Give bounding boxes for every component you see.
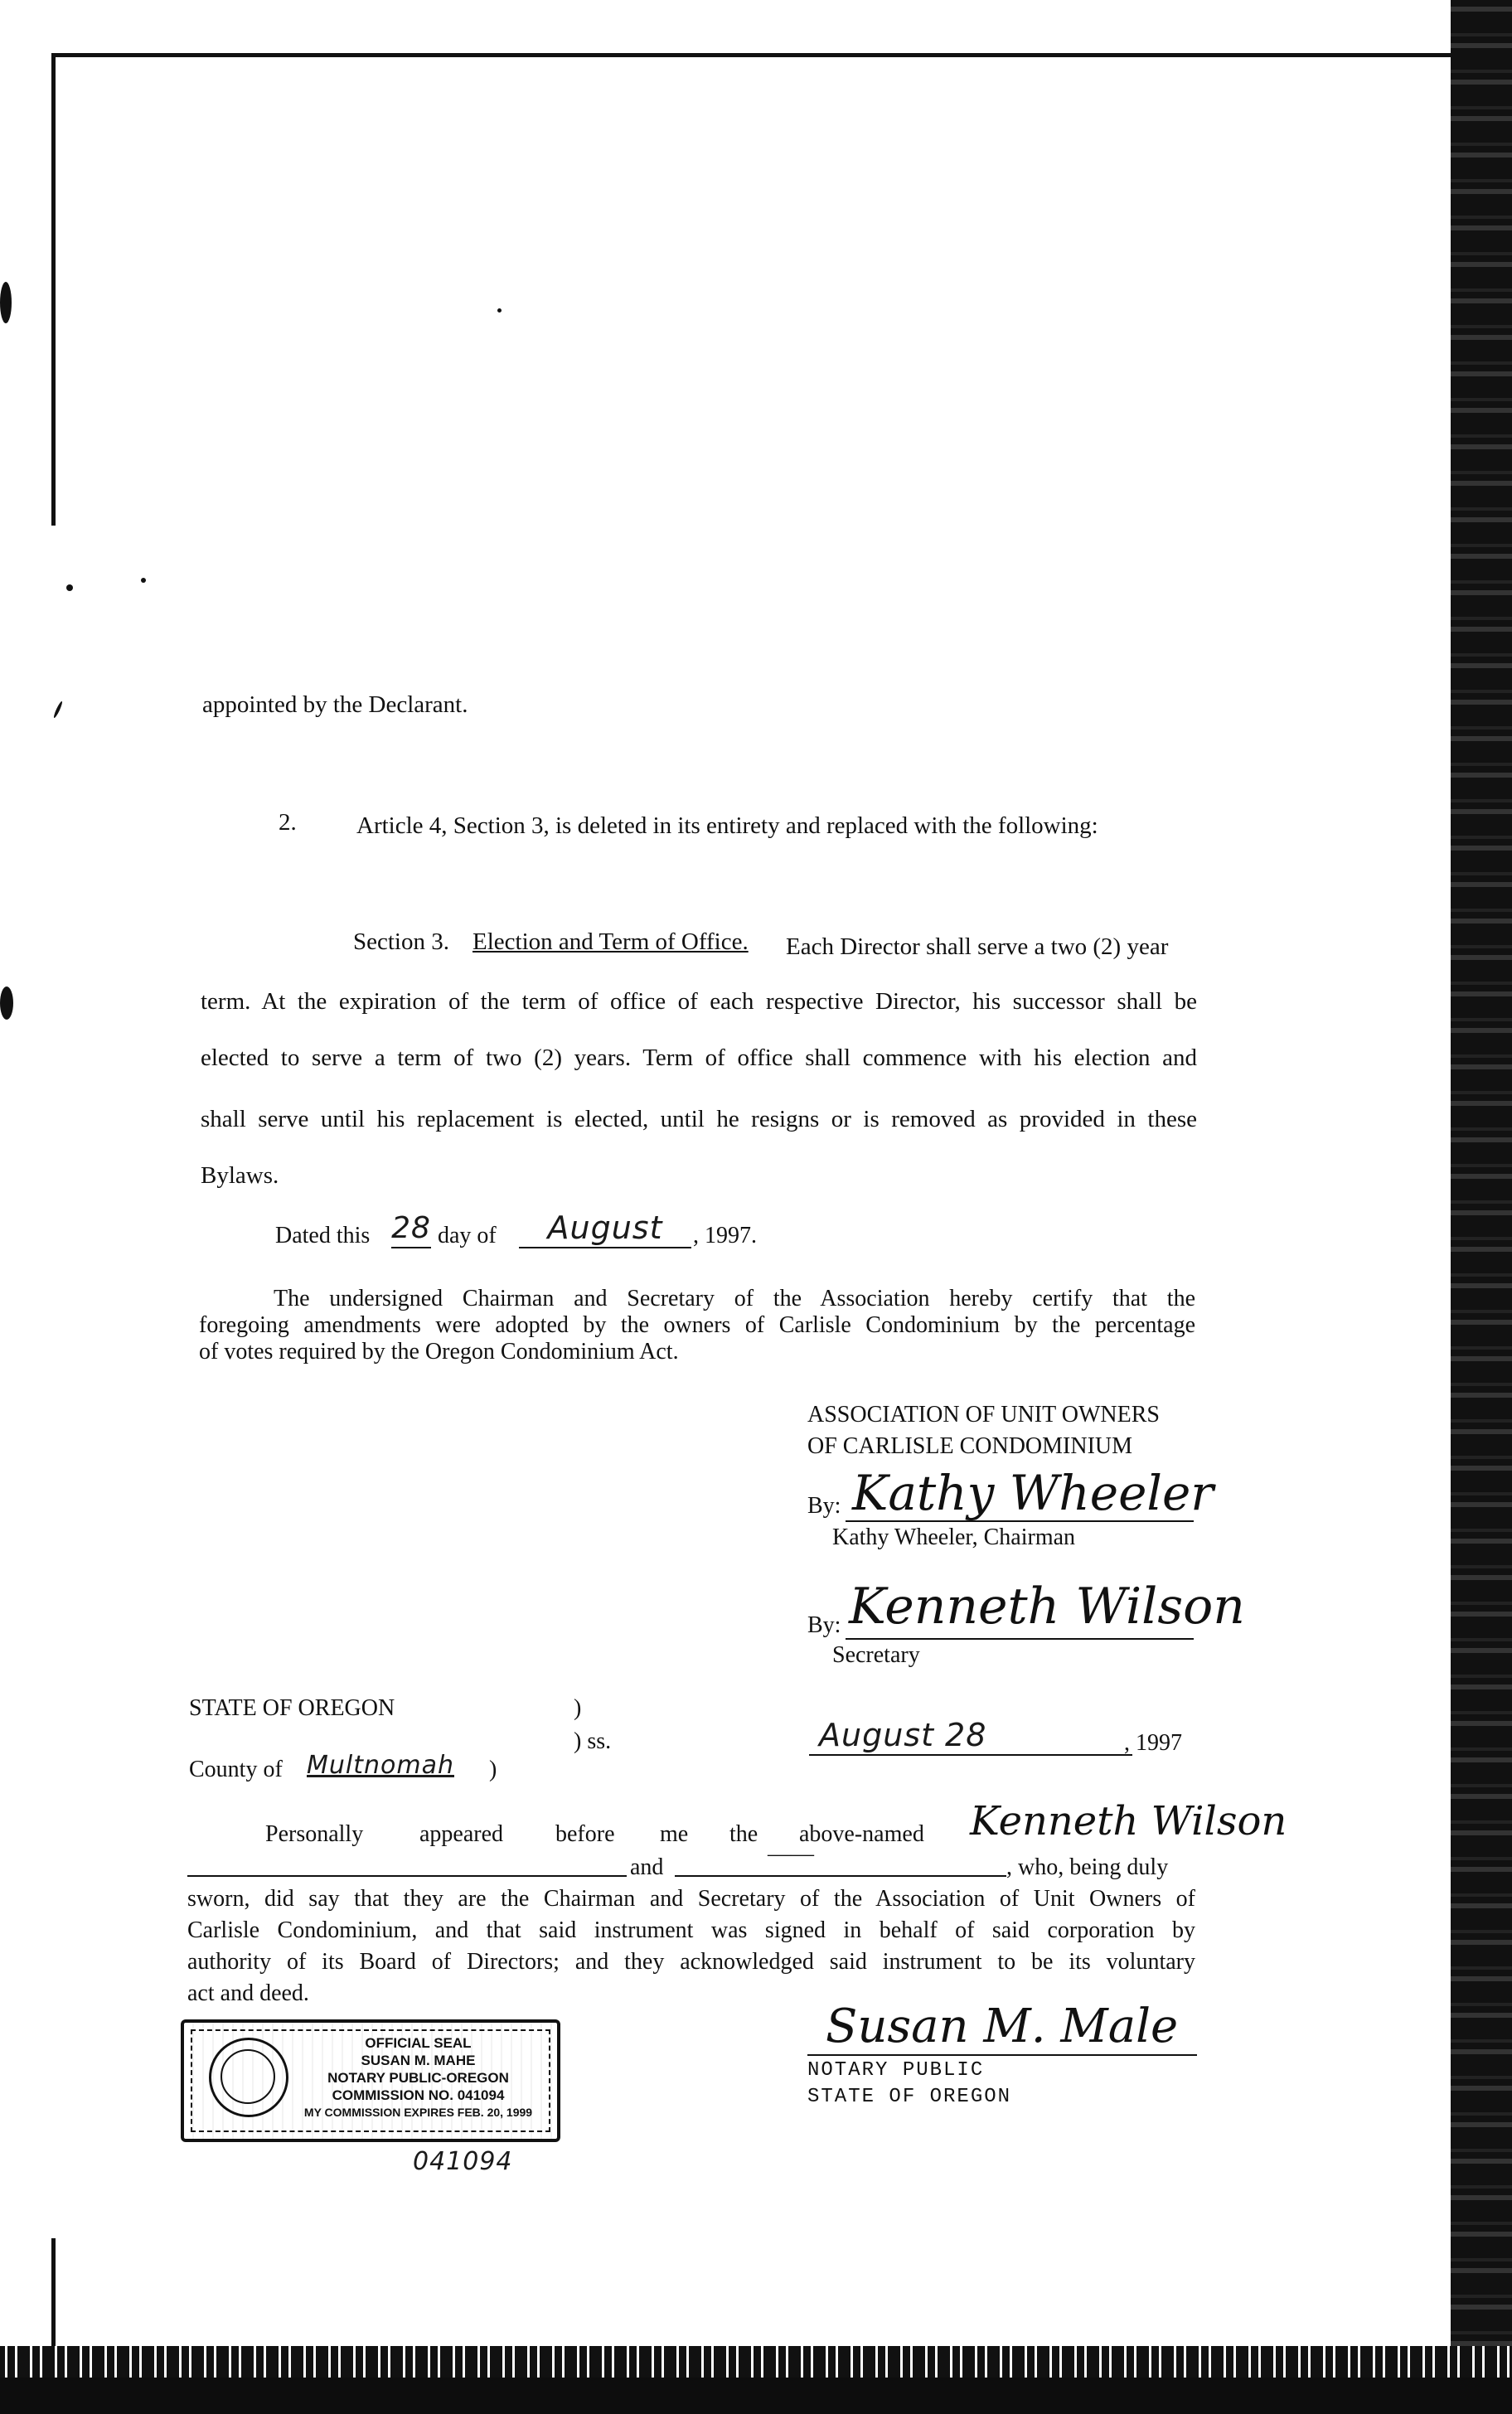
scan-speck: [497, 308, 502, 313]
stamp-line: SUSAN M. MAHE: [361, 2053, 476, 2068]
personally-word: above-named: [799, 1821, 924, 1847]
and-word: and: [630, 1854, 664, 1880]
signature-line: [846, 1638, 1194, 1640]
section-text-line: Bylaws.: [201, 1162, 279, 1189]
stamp-text: [292, 2034, 545, 2121]
section-text-line: elected to serve a term of two (2) years. Term of office shall commence with his election and: [201, 1045, 1197, 1071]
secretary-signature: Kenneth Wilson: [849, 1578, 1245, 1636]
state-label: STATE OF OREGON: [189, 1695, 395, 1721]
notary-seal-stamp: [181, 2019, 560, 2142]
personally-word: before: [555, 1821, 615, 1847]
notary-body-line: Carlisle Condominium, and that said instrument was signed in behalf of said corporation by: [187, 1917, 1195, 1943]
notary-body-line: authority of its Board of Directors; and they acknowledged said instrument to be its voluntary: [187, 1949, 1195, 1975]
page-border-left: [51, 53, 56, 526]
county-paren: ): [489, 1757, 497, 1782]
page-border-top: [51, 53, 1452, 57]
dated-prefix: Dated this: [275, 1223, 371, 1248]
section-heading: Election and Term of Office.: [472, 928, 749, 955]
dated-year: , 1997.: [693, 1223, 757, 1248]
notary-signature: Susan M. Male: [826, 2000, 1179, 2053]
section-text-line: shall serve until his replacement is elected, until he resigns or is removed as provided in these: [201, 1106, 1197, 1132]
secretary-title: Secretary: [832, 1642, 920, 1668]
scan-speck: [141, 578, 146, 583]
seal-emblem-inner-icon: [220, 2049, 275, 2104]
personally-word: Personally: [265, 1821, 364, 1847]
scan-mark: [0, 986, 13, 1020]
section-label: Section 3.: [353, 928, 449, 955]
personally-word: the: [729, 1821, 758, 1847]
certify-line: foregoing amendments were adopted by the owners of Carlisle Condominium by the percentage: [199, 1312, 1195, 1338]
dash-mark: ——: [768, 1841, 814, 1867]
personally-word: appeared: [419, 1821, 504, 1847]
scan-edge-right: [1451, 0, 1512, 2414]
chairman-signature: Kathy Wheeler: [852, 1465, 1214, 1521]
dated-month-handwritten: August: [519, 1209, 691, 1248]
by-label: By:: [807, 1612, 841, 1638]
personally-word: me: [660, 1821, 689, 1847]
who-text: , who, being duly: [1006, 1854, 1169, 1880]
item-text: Article 4, Section 3, is deleted in its entirety and replaced with the following:: [356, 812, 1098, 839]
certify-line: The undersigned Chairman and Secretary of the Association hereby certify that the: [274, 1286, 1195, 1311]
notary-title: STATE OF OREGON: [807, 2086, 1012, 2108]
scan-speck: [53, 700, 64, 719]
notary-date-year: , 1997: [1124, 1730, 1182, 1756]
appeared-name-handwritten: Kenneth Wilson: [970, 1798, 1287, 1844]
venue-paren: ): [574, 1695, 582, 1721]
page-border-left-lower: [51, 2238, 56, 2354]
chairman-name: Kathy Wheeler, Chairman: [832, 1525, 1076, 1550]
notary-body-line: act and deed.: [187, 1980, 309, 2006]
stamp-line: NOTARY PUBLIC-OREGON: [327, 2070, 509, 2086]
scan-edge-bottom-solid: [0, 2378, 1512, 2414]
stamp-line: COMMISSION NO. 041094: [332, 2087, 505, 2103]
certify-line: of votes required by the Oregon Condominium Act.: [199, 1339, 679, 1365]
paragraph-end: appointed by the Declarant.: [202, 691, 468, 718]
county-label: County of: [189, 1757, 283, 1782]
association-name: OF CARLISLE CONDOMINIUM: [807, 1433, 1133, 1459]
stamp-line: MY COMMISSION EXPIRES FEB. 20, 1999: [303, 2106, 533, 2119]
association-name: ASSOCIATION OF UNIT OWNERS: [807, 1402, 1160, 1428]
item-number: 2.: [279, 809, 297, 836]
scan-mark: [0, 282, 12, 323]
blank-line: [187, 1875, 627, 1877]
notary-title: NOTARY PUBLIC: [807, 2059, 985, 2082]
blank-line: [675, 1875, 1006, 1877]
section-text-line: term. At the expiration of the term of office of each respective Director, his successor shall be: [201, 988, 1197, 1015]
signature-line: [807, 2054, 1197, 2056]
section-text-line: Each Director shall serve a two (2) year: [786, 933, 1169, 960]
dated-day-handwritten: 28: [391, 1210, 431, 1248]
venue-ss: ) ss.: [574, 1728, 612, 1754]
stamp-line: OFFICIAL SEAL: [365, 2035, 472, 2051]
notary-date-handwritten: August 28: [809, 1716, 1132, 1756]
dated-mid: day of: [438, 1223, 497, 1248]
scan-speck: [66, 584, 73, 591]
county-handwritten: Multnomah: [307, 1751, 454, 1780]
by-label: By:: [807, 1493, 841, 1519]
notary-body-line: sworn, did say that they are the Chairman and Secretary of the Association of Unit Owners of: [187, 1886, 1195, 1912]
stamp-number-handwritten: 041094: [413, 2147, 513, 2176]
